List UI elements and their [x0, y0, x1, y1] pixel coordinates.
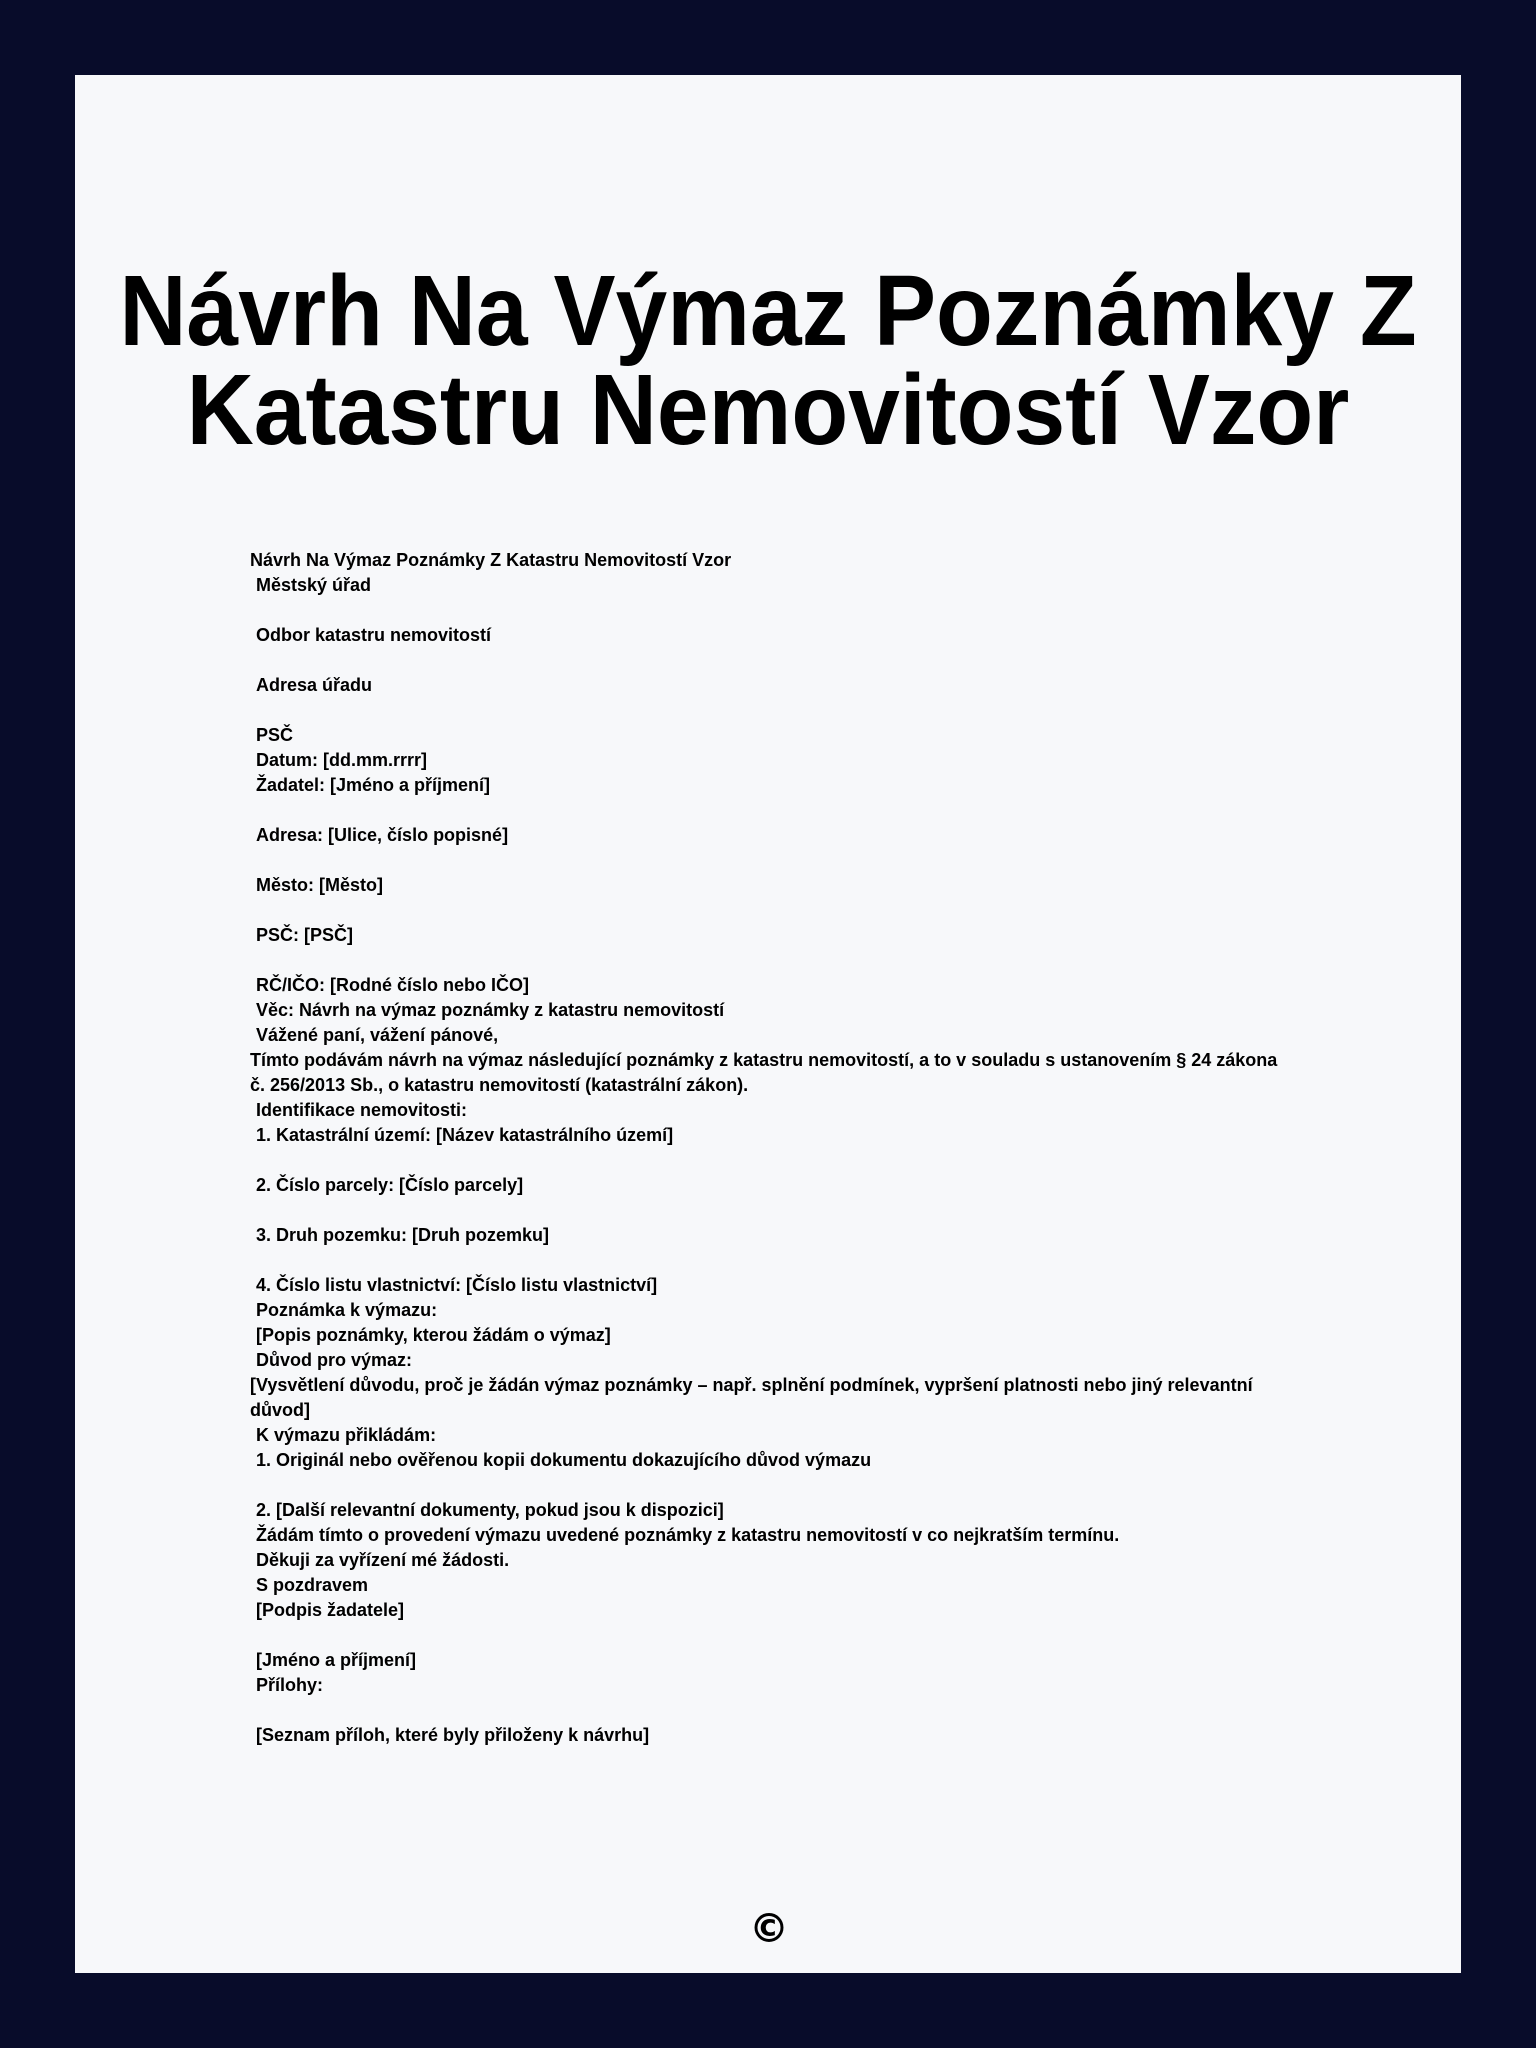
recipient-department: Odbor katastru nemovitostí [256, 625, 492, 645]
document-page [75, 75, 1461, 1973]
property-heading: Identifikace nemovitosti: [256, 1100, 468, 1120]
applicant-id: RČ/IČO: [Rodné číslo nebo IČO] [256, 975, 529, 995]
blank-line [250, 848, 1290, 873]
attachment-item-2: 2. [Další relevantní dokumenty, pokud jsou k dispozici] [256, 1500, 724, 1520]
property-item-1: 1. Katastrální území: [Název katastrálního území] [256, 1125, 674, 1145]
blank-line [250, 648, 1290, 673]
blank-line [250, 1198, 1290, 1223]
applicant-zip: PSČ: [PSČ] [256, 925, 354, 945]
intro-paragraph: Tímto podávám návrh na výmaz následující poznámky z katastru nemovitostí, a to v souladu s ustanovením § 24 zákona č. 256/2013 Sb., o katastru nemovitostí (katastrální zákon). [250, 1050, 1283, 1095]
closing-line: S pozdravem [256, 1575, 369, 1595]
salutation: Vážené paní, vážení pánové, [256, 1025, 499, 1045]
blank-line [250, 798, 1290, 823]
appendices-heading: Přílohy: [256, 1675, 324, 1695]
note-heading: Poznámka k výmazu: [256, 1300, 438, 1320]
request-line: Žádám tímto o provedení výmazu uvedené poznámky z katastru nemovitostí v co nejkratším termínu. [256, 1525, 1120, 1545]
blank-line [250, 948, 1290, 973]
blank-line [250, 1248, 1290, 1273]
property-item-4: 4. Číslo listu vlastnictví: [Číslo listu vlastnictví] [256, 1275, 658, 1295]
copyright-icon: © [749, 1906, 789, 1952]
subject-line: Věc: Návrh na výmaz poznámky z katastru nemovitostí [256, 1000, 725, 1020]
appendices-text: [Seznam příloh, které byly přiloženy k návrhu] [256, 1725, 650, 1745]
blank-line [250, 1148, 1290, 1173]
applicant-city: Město: [Město] [256, 875, 383, 895]
property-item-3: 3. Druh pozemku: [Druh pozemku] [256, 1225, 550, 1245]
blank-line [250, 1623, 1290, 1648]
blank-line [250, 1698, 1290, 1723]
note-text: [Popis poznámky, kterou žádám o výmaz] [256, 1325, 611, 1345]
blank-line [250, 1473, 1290, 1498]
thanks-line: Děkuji za vyřízení mé žádosti. [256, 1550, 510, 1570]
applicant-name: Žadatel: [Jméno a příjmení] [256, 775, 491, 795]
recipient-zip: PSČ [256, 725, 294, 745]
recipient-office: Městský úřad [256, 575, 372, 595]
date-field: Datum: [dd.mm.rrrr] [256, 750, 428, 770]
blank-line [250, 898, 1290, 923]
reason-text: [Vysvětlení důvodu, proč je žádán výmaz poznámky – např. splnění podmínek, vypršení platnosti nebo jiný relevantní důvod] [250, 1375, 1258, 1420]
property-item-2: 2. Číslo parcely: [Číslo parcely] [256, 1175, 524, 1195]
signature-line: [Podpis žadatele] [256, 1600, 405, 1620]
applicant-address: Adresa: [Ulice, číslo popisné] [256, 825, 509, 845]
blank-line [250, 598, 1290, 623]
letter-heading: Návrh Na Výmaz Poznámky Z Katastru Nemovitostí Vzor [250, 550, 732, 570]
signer-name: [Jméno a příjmení] [256, 1650, 417, 1670]
reason-heading: Důvod pro výmaz: [256, 1350, 413, 1370]
title-line-1: Návrh Na Výmaz Poznámky Z [119, 255, 1417, 367]
attachments-heading: K výmazu přikládám: [256, 1425, 437, 1445]
recipient-address: Adresa úřadu [256, 675, 373, 695]
letter-body [250, 548, 1290, 1748]
attachment-item-1: 1. Originál nebo ověřenou kopii dokumentu dokazujícího důvod výmazu [256, 1450, 872, 1470]
title-line-2: Katastru Nemovitostí Vzor [186, 354, 1350, 466]
blank-line [250, 698, 1290, 723]
